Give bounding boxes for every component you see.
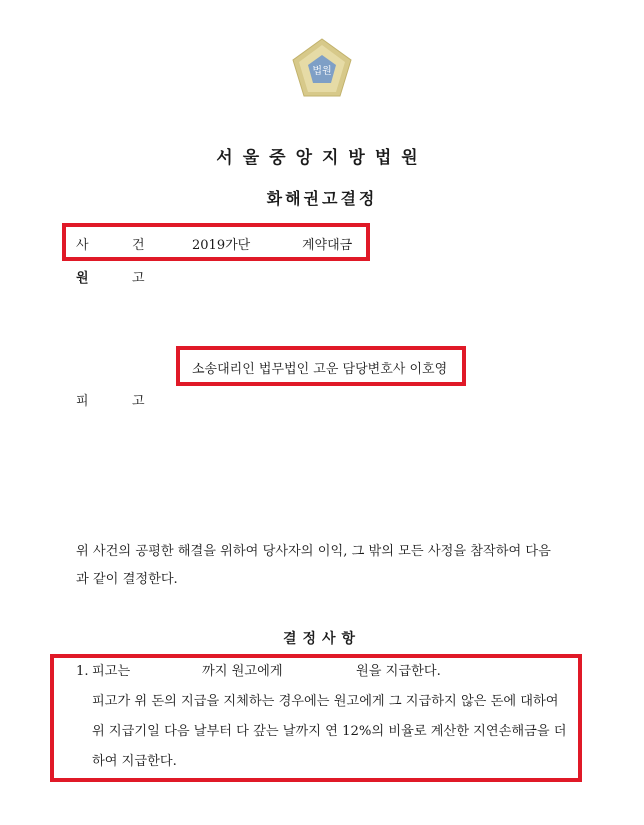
case-name: 계약대금 (302, 238, 353, 253)
decision-item-part2: 까지 원고에게 (202, 664, 283, 679)
decision-title: 결정사항 (282, 631, 362, 647)
case-label-geon: 건 (132, 238, 145, 253)
defendant-label-go: 고 (132, 394, 145, 409)
decision-line-1: 피고가 위 돈의 지급을 지체하는 경우에는 원고에게 그 지급하지 않은 돈에 대하여 (92, 694, 559, 709)
plaintiff-label-go: 고 (132, 271, 145, 286)
defendant-label-pi: 피 (76, 394, 89, 409)
decision-line-3: 하여 지급한다. (92, 754, 177, 769)
decision-item-part1: 피고는 (92, 664, 131, 679)
case-number: 2019가단 (192, 238, 251, 253)
decision-item-part3: 원을 지급한다. (356, 664, 441, 679)
representative-text: 소송대리인 법무법인 고운 담당변호사 이호영 (192, 362, 448, 377)
intro-line-1: 위 사건의 공평한 해결을 위하여 당사자의 이익, 그 밖의 모든 사정을 참작하여 다음 (76, 544, 551, 559)
court-emblem-icon (289, 36, 355, 102)
plaintiff-label-won: 원 (76, 271, 89, 286)
decision-item-number: 1. (76, 664, 89, 679)
emblem-text: 법원 (312, 66, 332, 77)
intro-line-2: 과 같이 결정한다. (76, 572, 178, 587)
case-label-sa: 사 (76, 238, 89, 253)
court-name: 서울중앙지방법원 (216, 148, 428, 168)
decision-line-2: 위 지급기일 다음 날부터 다 갚는 날까지 연 12%의 비율로 계산한 지연손해금을 더 (92, 724, 567, 739)
document-title: 화해권고결정 (266, 189, 378, 208)
